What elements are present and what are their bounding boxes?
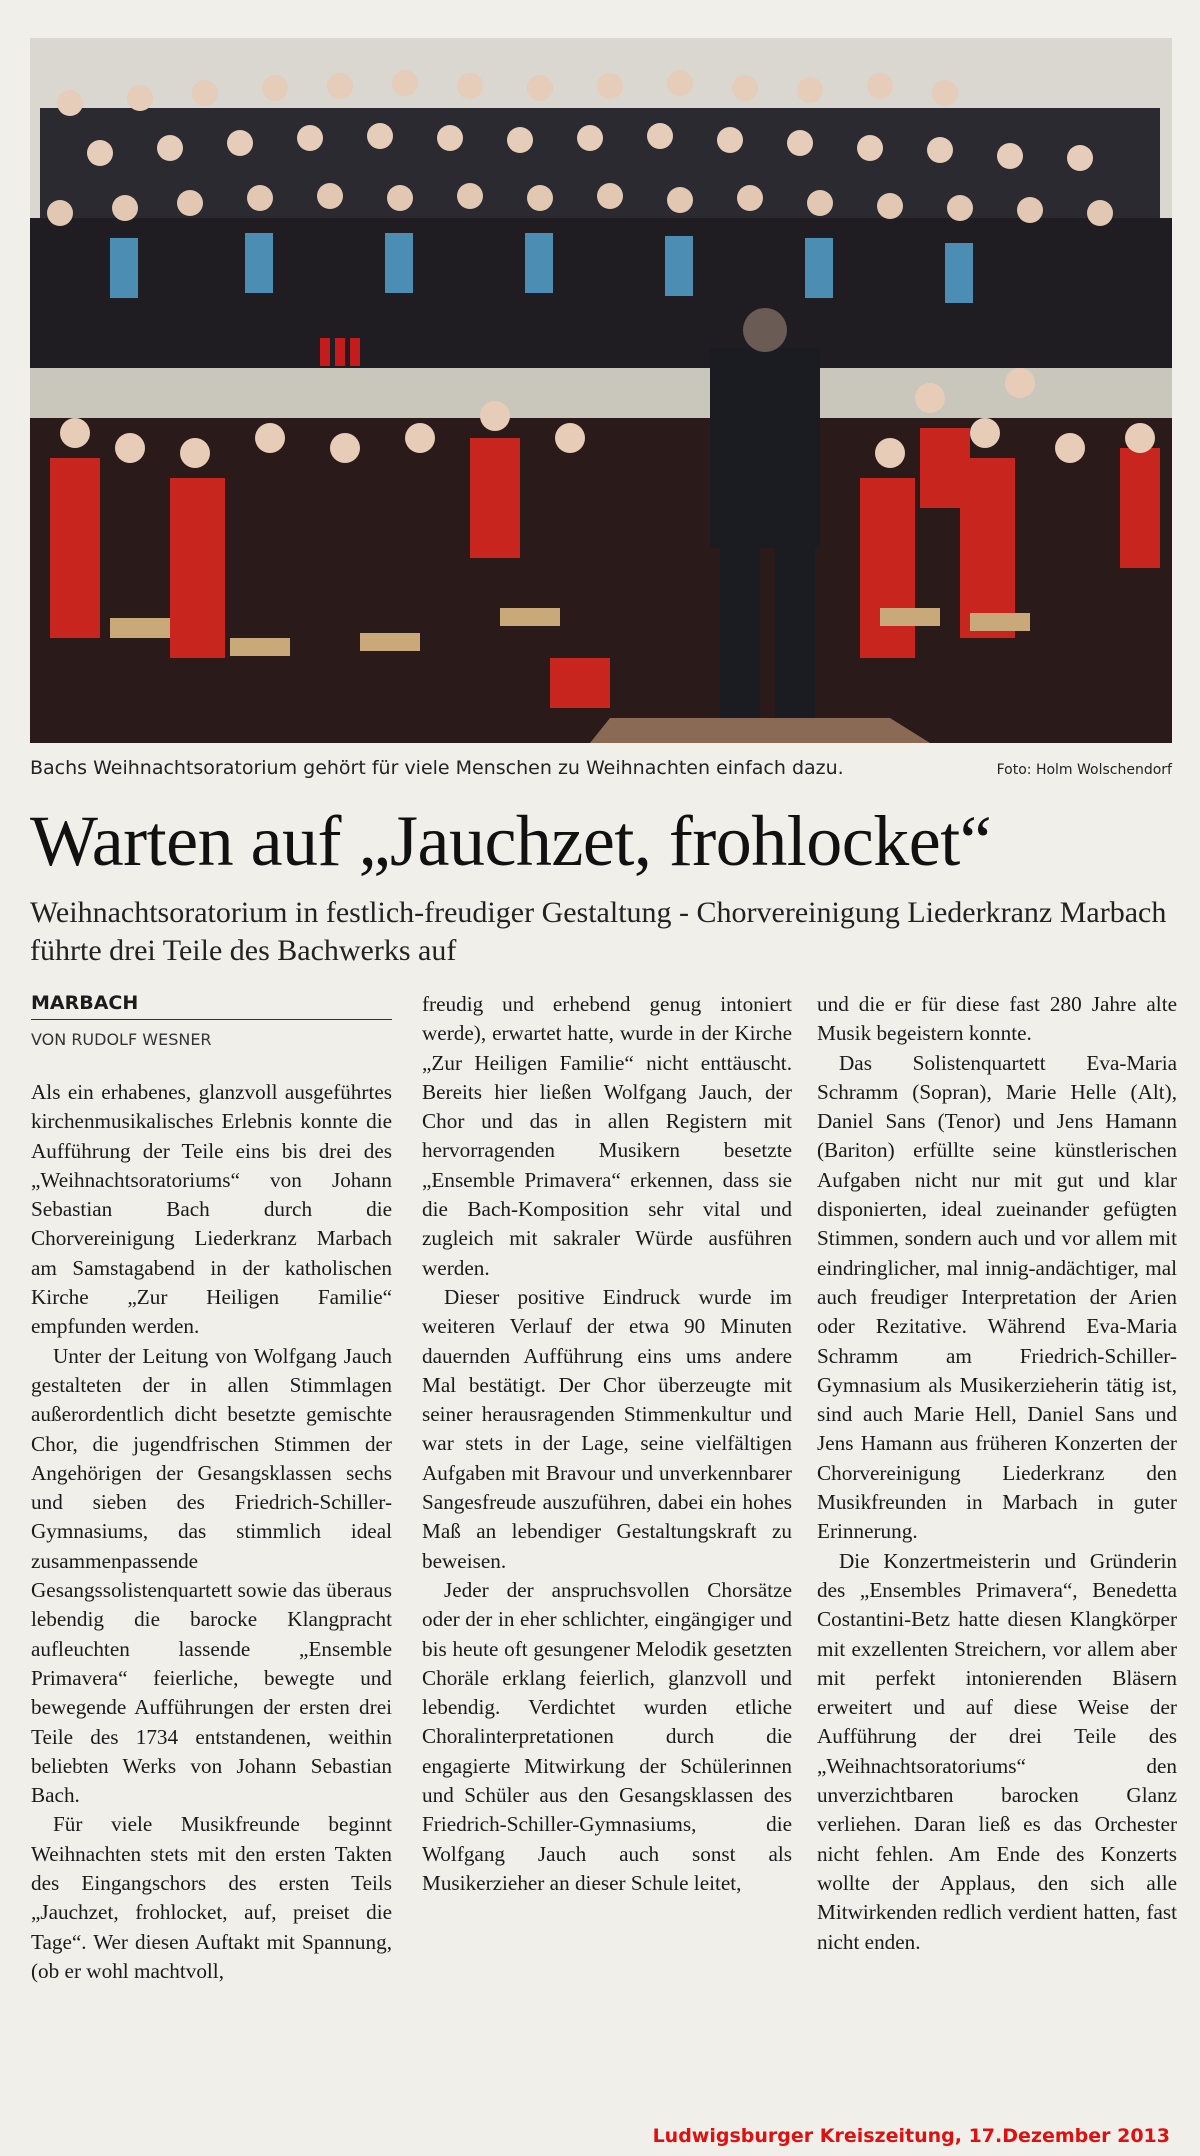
source-footer: Ludwigsburger Kreiszeitung, 17.Dezember 2013 [652, 2125, 1170, 2147]
paragraph: Als ein erhabenes, glanzvoll ausgeführtes kirchenmusikalisches Erlebnis konnte die Aufführung der Teile eins bis drei des „Weihnachtsoratoriums“ von Johann Sebastian Bach durch die Chorvereinigung Liederkranz Marbach am Samstagabend in der katholischen Kirche „Zur Heiligen Familie“ empfunden werden. [31, 1080, 392, 1339]
paragraph: Das Solistenquartett Eva-Maria Schramm (Sopran), Marie Helle (Alt), Daniel Sans (Tenor) und Jens Hamann (Bariton) erfüllte seine künstlerischen Aufgaben nicht nur mit gut und klar disponierten, ideal zueinander gefügten Stimmen, sondern auch und vor allem mit eindringlicher, mal innig-andächtiger, mal auch freudiger Interpretation der Arien oder Rezitative. Während Eva-Maria Schramm am Friedrich-Schiller-Gymnasium als Musikerzieherin tätig ist, sind auch Marie Hell, Daniel Sans und Jens Hamann aus früheren Konzerten der Chorvereinigung Liederkranz den Musikfreunden in Marbach in guter Erinnerung. [817, 1050, 1177, 1544]
paragraph: Für viele Musikfreunde beginnt Weihnachten stets mit den ersten Takten des Eingangschors des ersten Teils „Jauchzet, frohlocket, auf, preiset die Tage“. Wer diesen Auftakt mit Spannung, (ob er wohl machtvoll, [31, 1812, 392, 1983]
article-column-2 [422, 990, 792, 1898]
article-column-1 [31, 1078, 392, 1986]
dateline: MARBACH [31, 992, 392, 1020]
photo-illustration [30, 38, 1172, 743]
byline: VON RUDOLF WESNER [31, 1030, 212, 1049]
choir-concert-photo [30, 38, 1172, 743]
subheadline: Weihnachtsoratorium in festlich-freudiger Gestaltung - Chorvereinigung Liederkranz Marbach führte drei Teile des Bachwerks auf [30, 896, 1167, 967]
paragraph: Dieser positive Eindruck wurde im weiteren Verlauf der etwa 90 Minuten dauernden Aufführung eins ums andere Mal bestätigt. Der Chor überzeugte mit seiner herausragenden Stimmenkultur und war stets in der Lage, seine vielfältigen Aufgaben mit Bravour und unverkennbarer Sangesfreude auszuführen, dabei ein hohes Maß an lebendiger Gestaltungskraft zu beweisen. [422, 1284, 792, 1573]
paragraph: Jeder der anspruchsvollen Chorsätze oder der in eher schlichter, eingängiger und bis heute oft gesungener Melodik gesetzten Choräle erklang feierlich, glanzvoll und lebendig. Verdichtet wurden etliche Choralinterpretationen durch die engagierte Mitwirkung der Schülerinnen und Schüler aus den Gesangsklassen des Friedrich-Schiller-Gymnasiums, die Wolfgang Jauch auch sonst als Musikerzieher an dieser Schule leitet, [422, 1577, 792, 1895]
paragraph: und die er für diese fast 280 Jahre alte Musik begeistern konnte. [817, 992, 1177, 1046]
paragraph: Unter der Leitung von Wolfgang Jauch gestalteten der in allen Stimmlagen außerordentlich dicht besetzte gemischte Chor, die jugendfrischen Stimmen der Angehörigen der Gesangsklassen sechs und sieben des Friedrich-Schiller-Gymnasiums, das stimmlich ideal zusammenpassende Gesangssolistenquartett sowie das überaus lebendig die barocke Klangpracht aufleuchten lassende „Ensemble Primavera“ feierliche, bewegte und bewegende Aufführungen der ersten drei Teile des 1734 entstandenen, weithin beliebten Werks von Johann Sebastian Bach. [31, 1343, 392, 1808]
photo-caption: Bachs Weihnachtsoratorium gehört für viele Menschen zu Weihnachten einfach dazu. [30, 757, 844, 779]
paragraph: Die Konzertmeisterin und Gründerin des „Ensembles Primavera“, Benedetta Costantini-Betz hatte diesen Klangkörper mit exzellenten Streichern, vor allem aber mit perfekt intonierenden Bläsern erweitert und auf diese Weise der Aufführung der drei Teile des „Weihnachtsoratoriums“ den unverzichtbaren barocken Glanz verliehen. Daran ließ es das Orchester nicht fehlen. Am Ende des Konzerts wollte der Applaus, den sich alle Mitwirkenden redlich verdient hatten, fast nicht enden. [817, 1548, 1177, 1954]
article-column-3 [817, 990, 1177, 1957]
headline: Warten auf „Jauchzet, frohlocket“ [30, 801, 992, 881]
photo-credit: Foto: Holm Wolschendorf [996, 762, 1172, 778]
paragraph: freudig und erhebend genug intoniert werde), erwartet hatte, wurde in der Kirche „Zur Heiligen Familie“ nicht enttäuscht. Bereits hier ließen Wolfgang Jauch, der Chor und das in allen Registern mit hervorragenden Musikern besetzte „Ensemble Primavera“ erkennen, dass sie die Bach-Komposition sehr vital und zugleich mit sakraler Würde ausführen werden. [422, 992, 792, 1280]
